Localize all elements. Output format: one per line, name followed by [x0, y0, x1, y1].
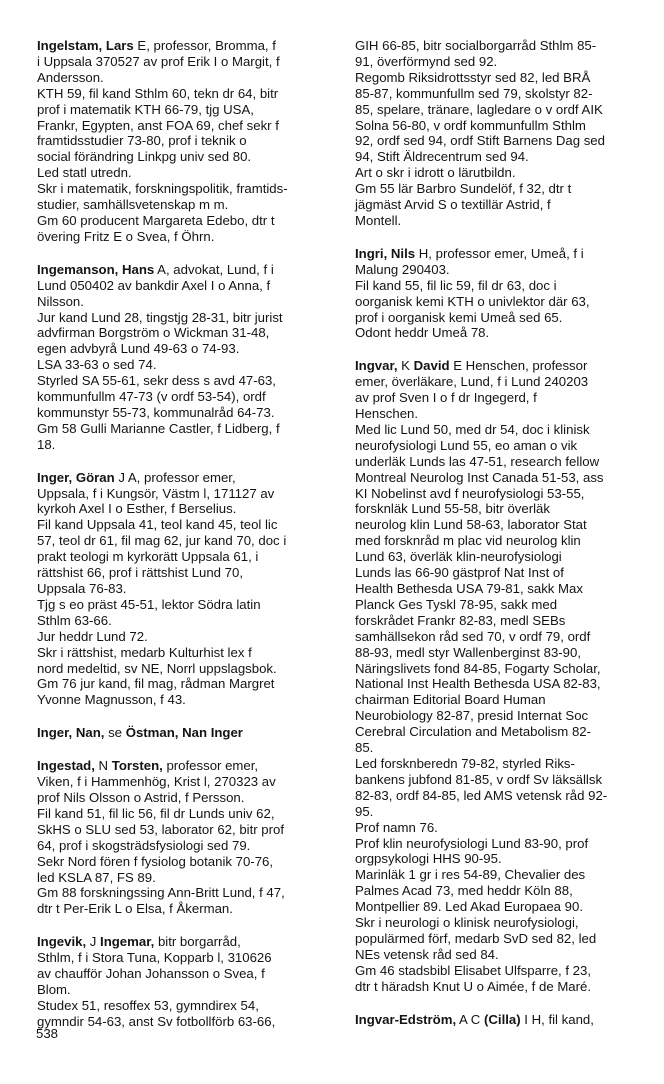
text-line: Montreal Neurolog Inst Canada 51-53, ass [355, 469, 604, 485]
text-line: prakt teologi m kyrkorätt Uppsala 61, i [37, 549, 259, 565]
text-line: dtr t Per-Erik L o Elsa, f Åkerman. [37, 901, 233, 917]
text-line: övering Fritz E o Svea, f Öhrn. [37, 228, 215, 244]
text-line: framtidsstudier 73-80, prof i teknik o [37, 133, 247, 149]
text-line: prof i matematik KTH 66-79, tjg USA, [37, 101, 254, 117]
text-line: Lund 050402 av bankdir Axel I o Anna, f [37, 277, 271, 293]
text-line: Regomb Riksidrottsstyr sed 82, led BRÅ [355, 69, 591, 85]
entry-paragraph [355, 38, 646, 70]
entry-paragraph [37, 676, 333, 708]
biography-entry [355, 358, 646, 994]
text-line: Gm 58 Gulli Marianne Castler, f Lidberg, f [37, 420, 280, 436]
entry-paragraph [355, 165, 646, 181]
entry-paragraph [355, 278, 646, 326]
text-line: Näringslivets fond 84-85, Fogarty Scholar, [355, 660, 601, 676]
text-line: Malung 290403. [355, 261, 450, 277]
text-line: Jur heddr Lund 72. [37, 628, 148, 644]
entry-paragraph [37, 854, 333, 886]
text-line: Inger, Göran J A, professor emer, [37, 469, 236, 485]
text-line: rättshist 66, prof i rättshist Lund 70, [37, 565, 243, 581]
text-line: Montpellier 89. Led Akad Europaea 90. [355, 899, 584, 915]
entry-paragraph [355, 836, 646, 868]
text-line: dtr t häradsh Knut U o Aimée, f de Maré. [355, 978, 592, 994]
text-line: jägmäst Arvid S o textillär Astrid, f [355, 197, 551, 213]
text-line: Gm 76 jur kand, fil mag, rådman Margret [37, 676, 275, 692]
text-line: Led forsknberedn 79-82, styrled Riks- [355, 755, 575, 771]
text-line: Lunds las 66-90 gästprof Nat Inst of [355, 565, 564, 581]
text-line: Palmes Acad 73, med heddr Köln 88, [355, 883, 573, 899]
entry-paragraph [355, 756, 646, 820]
text-line: led KSLA 87, FS 89. [37, 869, 156, 885]
entry-paragraph [37, 421, 333, 453]
text-line: chairman Editorial Board Human [355, 692, 546, 708]
text-line: Ingvar, K David E Henschen, professor [355, 358, 588, 374]
entry-paragraph [355, 867, 646, 915]
biography-entry [37, 470, 333, 709]
text-line: med forsknråd m plac vid neurolog klin [355, 533, 581, 549]
entry-paragraph [355, 1012, 646, 1028]
entry-paragraph [37, 758, 333, 806]
text-line: advfirman Borgström o Wickman 31-48, [37, 325, 270, 341]
entry-paragraph [37, 597, 333, 629]
entry-paragraph [37, 998, 333, 1030]
biography-entry [37, 38, 333, 245]
right-column [355, 38, 646, 1044]
text-line: Nilsson. [37, 293, 84, 309]
text-line: 82-83, ordf 84-85, led AMS vetensk råd 92- [355, 787, 608, 803]
entry-paragraph [355, 963, 646, 995]
text-line: Fil kand 51, fil lic 56, fil dr Lunds univ 62, [37, 805, 275, 821]
text-line: neurolog klin Lund 58-63, laborator Stat [355, 517, 587, 533]
text-line: Ingevik, J Ingemar, bitr borgarråd, [37, 934, 241, 950]
text-line: samhällsekon råd sed 70, v ordf 79, ordf [355, 628, 591, 644]
entry-paragraph [37, 934, 333, 998]
text-line: Montell. [355, 212, 402, 228]
entry-paragraph [37, 806, 333, 854]
text-line: 92, ordf sed 94, ordf Stift Barnens Dag sed [355, 133, 605, 149]
entry-paragraph [355, 181, 646, 229]
text-line: LSA 33-63 o sed 74. [37, 357, 157, 373]
entry-paragraph [37, 645, 333, 677]
left-column [37, 38, 333, 1047]
text-line: forsknläk Lund 55-58, bitr överläk [355, 501, 550, 517]
text-line: underläk Lunds las 47-51, research fellow [355, 453, 600, 469]
entry-paragraph [355, 70, 646, 165]
text-line: orgpsykologi HHS 90-95. [355, 851, 502, 867]
entry-paragraph [37, 725, 333, 741]
text-line: Art o skr i idrott o lärutbildn. [355, 165, 516, 181]
text-line: KTH 59, fil kand Sthlm 60, tekn dr 64, bitr [37, 85, 279, 101]
text-line: Solna 56-80, v ordf kommunfullm Sthlm [355, 117, 586, 133]
text-line: Skr i matematik, forskningspolitik, framtids- [37, 181, 288, 197]
text-line: 94, Stift Äldrecentrum sed 94. [355, 149, 529, 165]
text-line: i Uppsala 370527 av prof Erik I o Margit, f [37, 53, 280, 69]
entry-paragraph [37, 310, 333, 358]
entry-paragraph [37, 885, 333, 917]
entry-paragraph [37, 38, 333, 86]
text-line: 85, spelare, tränare, lagledare o v ordf AIK [355, 101, 603, 117]
biography-entry [355, 246, 646, 341]
page-number: 538 [36, 1026, 59, 1041]
text-line: Sthlm, f i Stora Tuna, Kopparb l, 310626 [37, 950, 272, 966]
text-line: Fil kand Uppsala 41, teol kand 45, teol lic [37, 517, 278, 533]
text-line: Ingvar-Edström, A C (Cilla) I H, fil kand, [355, 1011, 594, 1027]
entry-paragraph [355, 422, 646, 756]
text-line: Health Bethesda USA 79-81, sakk Max [355, 581, 583, 596]
text-line: Styrled SA 55-61, sekr dess s avd 47-63, [37, 373, 276, 389]
text-line: Ingri, Nils H, professor emer, Umeå, f i [355, 245, 584, 261]
text-line: kommunstyr 55-73, kommunalråd 64-73. [37, 404, 275, 420]
text-line: emer, överläkare, Lund, f i Lund 240203 [355, 374, 589, 390]
text-line: GIH 66-85, bitr socialborgarråd Sthlm 85- [355, 38, 597, 53]
text-line: Ingemanson, Hans A, advokat, Lund, f i [37, 261, 274, 277]
entry-paragraph [37, 181, 333, 213]
text-line: Andersson. [37, 69, 104, 85]
text-line: nord medeltid, sv NE, Norrl uppslagsbok. [37, 660, 277, 676]
entry-paragraph [355, 915, 646, 963]
text-line: neurofysiologi Lund 55, eo aman o vik [355, 437, 578, 453]
biography-entry [355, 1012, 646, 1028]
entry-paragraph [355, 246, 646, 278]
entry-paragraph [355, 820, 646, 836]
text-line: Uppsala 76-83. [37, 581, 127, 596]
text-line: SkHS o SLU sed 53, laborator 62, bitr prof [37, 821, 285, 837]
biography-entry [37, 758, 333, 917]
text-line: National Inst Health Bethesda USA 82-83, [355, 676, 601, 692]
text-line: prof Nils Olsson o Astrid, f Persson. [37, 789, 245, 805]
biography-entry [37, 262, 333, 453]
biography-entry [37, 934, 333, 1029]
text-line: Planck Ges Tyskl 78-95, sakk med [355, 596, 558, 612]
text-line: prof i oorganisk kemi Umeå sed 65. [355, 309, 563, 325]
text-line: Gm 46 stadsbibl Elisabet Ulfsparre, f 23, [355, 962, 592, 978]
text-line: Cerebral Circulation and Metabolism 82- [355, 724, 592, 740]
biography-entry [37, 725, 333, 741]
text-line: 91, överförmynd sed 92. [355, 53, 498, 69]
entry-paragraph [37, 357, 333, 373]
entry-paragraph [37, 373, 333, 421]
text-line: Med lic Lund 50, med dr 54, doc i klinisk [355, 421, 590, 437]
text-line: Uppsala, f i Kungsör, Västm l, 171127 av [37, 485, 275, 501]
text-line: 64, prof i skogsträdsfysiologi sed 79. [37, 837, 251, 853]
text-line: bankens jubfond 81-85, v ordf Sv läksällsk [355, 771, 603, 787]
text-line: Blom. [37, 981, 71, 997]
text-line: Studex 51, resoffex 53, gymndirex 54, [37, 997, 259, 1013]
text-line: Marinläk 1 gr i res 54-89, Chevalier des [355, 867, 586, 883]
text-line: Viken, f i Hammenhög, Krist l, 270323 av [37, 774, 276, 790]
text-line: Gm 55 lär Barbro Sundelöf, f 32, dtr t [355, 181, 572, 197]
text-line: Skr i neurologi o klinisk neurofysiologi, [355, 915, 579, 931]
text-line: Tjg s eo präst 45-51, lektor Södra latin [37, 596, 261, 612]
entry-paragraph [37, 86, 333, 166]
text-line: 85. [355, 740, 374, 756]
text-line: social förändring Linkpg univ sed 80. [37, 149, 252, 165]
text-line: Odont heddr Umeå 78. [355, 325, 490, 341]
text-line: Jur kand Lund 28, tingstjg 28-31, bitr jurist [37, 309, 283, 325]
entry-paragraph [37, 470, 333, 518]
text-line: 95. [355, 803, 374, 819]
entry-paragraph [37, 629, 333, 645]
text-line: populärmed förf, medarb SvD sed 82, led [355, 930, 597, 946]
text-line: Ingestad, N Torsten, professor emer, [37, 758, 259, 774]
text-line: 18. [37, 436, 56, 452]
text-line: Lund 63, överläk klin-neurofysiologi [355, 549, 562, 565]
text-line: egen advbyrå Lund 49-63 o 74-93. [37, 341, 240, 357]
text-line: Ingelstam, Lars E, professor, Bromma, f [37, 38, 276, 53]
text-line: 85-87, kommunfullm sed 79, skolstyr 82- [355, 85, 593, 101]
entry-paragraph [37, 517, 333, 597]
text-line: Gm 60 producent Margareta Edebo, dtr t [37, 212, 275, 228]
biography-entry [355, 38, 646, 229]
text-line: studier, samhällsvetenskap m m. [37, 197, 229, 213]
entry-paragraph [37, 213, 333, 245]
text-line: Inger, Nan, se Östman, Nan Inger [37, 725, 243, 741]
text-line: Prof klin neurofysiologi Lund 83-90, prof [355, 835, 589, 851]
text-line: forskrådet Frankr 82-83, medl SEBs [355, 612, 566, 628]
text-line: Neurobiology 82-87, presid Internat Soc [355, 708, 589, 724]
text-line: 88-93, medl styr Wallenberginst 83-90, [355, 644, 582, 660]
text-line: oorganisk kemi KTH o univlektor där 63, [355, 293, 590, 309]
text-line: Frankr, Egypten, anst FOA 69, chef sekr f [37, 117, 279, 133]
text-line: av chaufför Johan Johansson o Svea, f [37, 966, 265, 982]
text-line: Yvonne Magnusson, f 43. [37, 692, 186, 708]
text-line: Gm 88 forskningssing Ann-Britt Lund, f 47, [37, 885, 285, 901]
text-line: Henschen. [355, 406, 419, 422]
text-line: Skr i rättshist, medarb Kulturhist lex f [37, 644, 252, 660]
entry-paragraph [37, 262, 333, 310]
text-line: Led statl utredn. [37, 165, 132, 181]
entry-paragraph [355, 358, 646, 422]
text-line: Prof namn 76. [355, 819, 438, 835]
text-line: kyrkoh Axel I o Esther, f Berselius. [37, 501, 237, 517]
entry-paragraph [37, 165, 333, 181]
text-line: KI Nobelinst avd f neurofysiologi 53-55, [355, 485, 585, 501]
text-line: 57, teol dr 61, fil mag 62, jur kand 70, doc i [37, 533, 287, 549]
text-line: Sekr Nord fören f fysiolog botanik 70-76, [37, 853, 274, 869]
text-line: Fil kand 55, fil lic 59, fil dr 63, doc i [355, 277, 557, 293]
text-line: Sthlm 63-66. [37, 612, 112, 628]
text-line: NEs vetensk råd sed 84. [355, 946, 499, 962]
text-line: av prof Sven I o f dr Ingegerd, f [355, 390, 537, 406]
entry-paragraph [355, 325, 646, 341]
text-line: kommunfullm 47-73 (v ordf 53-54), ordf [37, 389, 266, 405]
text-line: gymndir 54-63, anst Sv fotbollförb 63-66, [37, 1013, 276, 1029]
